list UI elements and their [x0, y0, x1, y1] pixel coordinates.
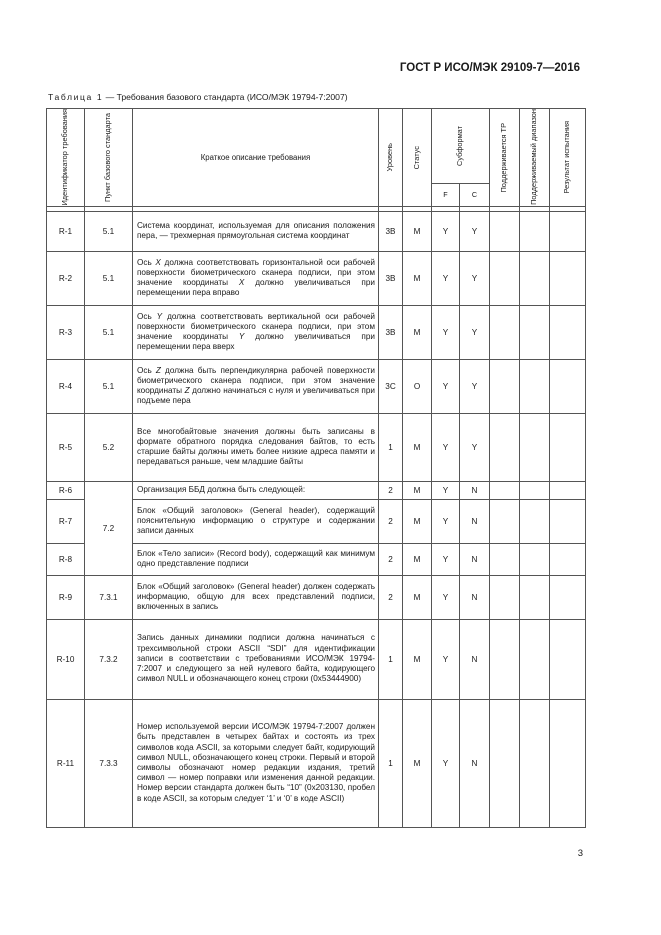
cell-f: Y	[432, 305, 460, 359]
cell-c: N	[460, 619, 490, 699]
cell-status: M	[403, 499, 432, 543]
cell-range	[520, 543, 550, 575]
cell-description: Ось Y должна соответствовать вертикальной оси рабочей поверхности биометрического сканера подписи, при этом значение координаты Y должно увеличиваться при перемещении пера вверх	[133, 305, 379, 359]
cell-level: 1	[379, 699, 403, 827]
cell-description: Блок «Общий заголовок» (General header) должен содержать информацию, общую для всех представлений подписи, включенных в запись	[133, 575, 379, 619]
table-row	[47, 413, 586, 481]
col-header-clause: Пункт базового стандарта	[85, 109, 133, 207]
col-header-status: Статус	[403, 109, 432, 207]
cell-description: Запись данных динамики подписи должна начинаться с трехсимвольной строки ASCII “SDI” для идентификации записи в соответствии с требованиями ИСО/МЭК 19794-7:2007 и следующего за ней нулевого байта, кодирующего символ NULL и обозначающего конец строки (0x53444900)	[133, 619, 379, 699]
cell-result	[550, 251, 586, 305]
cell-id: R-11	[47, 699, 85, 827]
cell-c: N	[460, 699, 490, 827]
cell-status: M	[403, 481, 432, 499]
cell-f: Y	[432, 359, 460, 413]
cell-status: M	[403, 543, 432, 575]
cell-range	[520, 305, 550, 359]
cell-status: M	[403, 619, 432, 699]
cell-f: Y	[432, 499, 460, 543]
cell-status: M	[403, 305, 432, 359]
cell-clause: 7.3.3	[85, 699, 133, 827]
table-row	[47, 251, 586, 305]
cell-level: 2	[379, 499, 403, 543]
table-row	[47, 359, 586, 413]
cell-level: 2	[379, 543, 403, 575]
col-header-id: Идентификатор требования	[47, 109, 85, 207]
cell-c: Y	[460, 305, 490, 359]
cell-c: N	[460, 575, 490, 619]
cell-supported	[490, 481, 520, 499]
table-row	[47, 699, 586, 827]
cell-level: 3B	[379, 305, 403, 359]
cell-range	[520, 575, 550, 619]
col-header-range: Поддерживаемый диапазон	[520, 109, 550, 207]
cell-id: R-3	[47, 305, 85, 359]
cell-id: R-1	[47, 211, 85, 251]
cell-level: 1	[379, 413, 403, 481]
cell-clause: 5.2	[85, 413, 133, 481]
col-header-level: Уровень	[379, 109, 403, 207]
cell-id: R-5	[47, 413, 85, 481]
cell-supported	[490, 575, 520, 619]
cell-c: Y	[460, 211, 490, 251]
cell-supported	[490, 305, 520, 359]
table-row	[47, 575, 586, 619]
table-row	[47, 619, 586, 699]
cell-range	[520, 619, 550, 699]
cell-description: Номер используемой версии ИСО/МЭК 19794-7:2007 должен быть представлен в четырех байтах и состоять из трех символов кода ASCII, за которыми следует байт, кодирующий символ NULL, обозначающего конец строки. Первый и второй символы обозначают номер редакции издания, третий символ — номер поправки или изменения данной редакции. Номер версии стандарта должен быть “10” (0x203130, пробел в коде ASCII, за которым следует ‘1’ и ‘0’ в коде ASCII)	[133, 699, 379, 827]
cell-f: Y	[432, 699, 460, 827]
table-caption	[48, 92, 348, 102]
cell-supported	[490, 211, 520, 251]
cell-c: N	[460, 543, 490, 575]
cell-f: Y	[432, 251, 460, 305]
cell-level: 2	[379, 481, 403, 499]
cell-f: Y	[432, 575, 460, 619]
table-row	[47, 305, 586, 359]
col-header-result: Результат испытания	[550, 109, 586, 207]
cell-description: Блок «Общий заголовок» (General header), содержащий пояснительную информацию о структуре и содержании записи данных	[133, 499, 379, 543]
cell-status: M	[403, 575, 432, 619]
cell-description: Все многобайтовые значения должны быть записаны в формате обратного порядка следования байтов, то есть старшие байты должны иметь более низкие адреса памяти и передаваться раньше, чем младшие байты	[133, 413, 379, 481]
cell-status: M	[403, 211, 432, 251]
cell-description: Организация ББД должна быть следующей:	[133, 481, 379, 499]
cell-clause: 7.3.2	[85, 619, 133, 699]
cell-c: Y	[460, 413, 490, 481]
cell-status: M	[403, 251, 432, 305]
document-header-standard: ГОСТ Р ИСО/МЭК 29109-7—2016	[399, 62, 580, 74]
cell-id: R-10	[47, 619, 85, 699]
cell-level: 3B	[379, 211, 403, 251]
cell-c: Y	[460, 251, 490, 305]
cell-c: N	[460, 499, 490, 543]
cell-level: 3B	[379, 251, 403, 305]
cell-range	[520, 251, 550, 305]
cell-clause: 5.1	[85, 305, 133, 359]
col-header-supported: Поддерживается ТР	[490, 109, 520, 207]
cell-clause: 5.1	[85, 359, 133, 413]
col-header-c: C	[460, 184, 490, 207]
cell-range	[520, 499, 550, 543]
page-number: 3	[577, 848, 583, 859]
col-header-subformat: Субформат	[432, 109, 490, 184]
cell-id: R-7	[47, 499, 85, 543]
table-row	[47, 481, 586, 499]
cell-result	[550, 543, 586, 575]
cell-range	[520, 211, 550, 251]
cell-level: 3C	[379, 359, 403, 413]
cell-result	[550, 699, 586, 827]
cell-clause: 5.1	[85, 251, 133, 305]
cell-f: Y	[432, 619, 460, 699]
cell-supported	[490, 359, 520, 413]
cell-range	[520, 481, 550, 499]
cell-status: O	[403, 359, 432, 413]
cell-id: R-6	[47, 481, 85, 499]
cell-description: Система координат, используемая для описания положения пера, — трехмерная прямоугольная система координат	[133, 211, 379, 251]
cell-result	[550, 481, 586, 499]
cell-result	[550, 413, 586, 481]
cell-description: Ось X должна соответствовать горизонтальной оси рабочей поверхности биометрического сканера подписи, при этом значение координаты X должно увеличиваться при перемещении пера вправо	[133, 251, 379, 305]
cell-c: N	[460, 481, 490, 499]
cell-supported	[490, 619, 520, 699]
cell-range	[520, 413, 550, 481]
cell-f: Y	[432, 413, 460, 481]
table-row	[47, 211, 586, 251]
cell-result	[550, 305, 586, 359]
cell-supported	[490, 413, 520, 481]
cell-id: R-2	[47, 251, 85, 305]
col-header-f: F	[432, 184, 460, 207]
cell-f: Y	[432, 543, 460, 575]
cell-status: M	[403, 699, 432, 827]
cell-clause: 7.2	[85, 481, 133, 575]
cell-status: M	[403, 413, 432, 481]
cell-result	[550, 499, 586, 543]
cell-result	[550, 359, 586, 413]
col-header-description: Краткое описание требования	[133, 109, 379, 207]
cell-level: 2	[379, 575, 403, 619]
cell-id: R-4	[47, 359, 85, 413]
cell-level: 1	[379, 619, 403, 699]
cell-id: R-9	[47, 575, 85, 619]
cell-range	[520, 699, 550, 827]
cell-clause: 5.1	[85, 211, 133, 251]
cell-description: Блок «Тело записи» (Record body), содержащий как минимум одно представление подписи	[133, 543, 379, 575]
cell-description: Ось Z должна быть перпендикулярна рабочей поверхности биометрического сканера подписи, при этом значение координаты Z должно начинаться с нуля и увеличиваться при подъеме пера	[133, 359, 379, 413]
table-caption-label: Таблица 1	[48, 92, 104, 102]
requirements-table	[46, 108, 586, 828]
table-caption-title: — Требования базового стандарта (ИСО/МЭК 19794-7:2007)	[103, 92, 348, 102]
cell-id: R-8	[47, 543, 85, 575]
cell-f: Y	[432, 481, 460, 499]
cell-f: Y	[432, 211, 460, 251]
cell-supported	[490, 499, 520, 543]
cell-supported	[490, 699, 520, 827]
cell-result	[550, 211, 586, 251]
cell-c: Y	[460, 359, 490, 413]
cell-result	[550, 575, 586, 619]
cell-supported	[490, 543, 520, 575]
cell-clause: 7.3.1	[85, 575, 133, 619]
cell-supported	[490, 251, 520, 305]
cell-result	[550, 619, 586, 699]
cell-range	[520, 359, 550, 413]
